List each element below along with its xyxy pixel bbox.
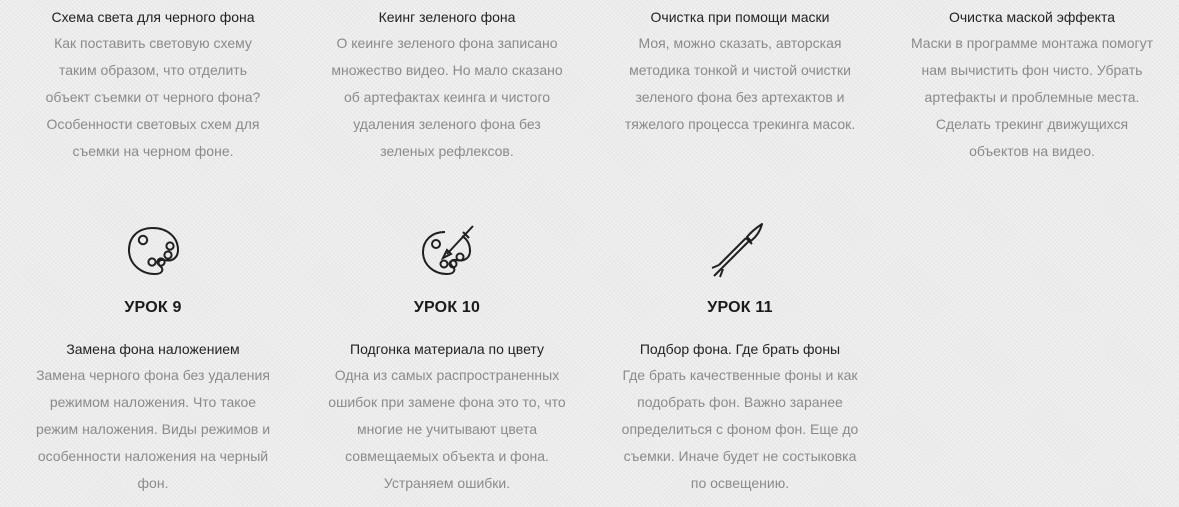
lesson-card [317,222,577,497]
lesson-subtitle: Кеинг зеленого фона [378,9,516,25]
palette-icon [123,222,183,280]
lesson-card [902,6,1162,165]
lesson-subtitle: Подбор фона. Где брать фоны [639,341,841,357]
lesson-subtitle: Замена фона наложением [66,341,240,357]
lesson-description: Где брать качественные фоны и как подобрать фон. Важно заранее определиться с фоном фон. Еще до съемки. Иначе будет не состыковка по освещению. [621,367,859,491]
lesson-card [317,6,577,165]
lesson-number: УРОК 9 [124,299,182,316]
lesson-card [23,222,283,497]
paintbrush-icon [710,222,770,280]
lesson-number: УРОК 10 [413,299,481,316]
lesson-card [610,6,870,138]
lesson-card [610,222,870,497]
lesson-subtitle: Очистка маской эффекта [948,9,1115,25]
lesson-subtitle: Схема света для черного фона [51,9,255,25]
lesson-description: Моя, можно сказать, авторская методика тонкой и чистой очистки зеленого фона без артехактов и тяжелого процесса трекинга масок. [624,35,856,132]
lesson-number: УРОК 11 [707,299,773,316]
lesson-subtitle: Подгонка материала по цвету [350,341,544,357]
lesson-description: Одна из самых распространенных ошибок при замене фона это то, что многие не учитывают цвета совмещаемых объекта и фона. Устраняем ошибки. [328,367,566,491]
lesson-card [23,6,283,165]
lesson-description: О кеинге зеленого фона записано множество видео. Но мало сказано об артефактах кеинга и чистого удаления зеленого фона без зеленых рефлексов. [331,35,563,159]
palette-brush-icon [417,222,477,280]
lesson-subtitle: Очистка при помощи маски [650,9,830,25]
lesson-description: Замена черного фона без удаления режимом наложения. Что такое режим наложения. Виды режимов и особенности наложения на черный фон. [35,367,271,491]
lesson-description: Как поставить световую схему таким образом, что отделить объект съемки от черного фона? Особенности световых схем для съемки на черном фоне. [45,35,261,159]
lesson-description: Маски в программе монтажа помогут нам вычистить фон чисто. Убрать артефакты и проблемные места. Сделать трекинг движущихся объектов на видео. [910,35,1154,159]
